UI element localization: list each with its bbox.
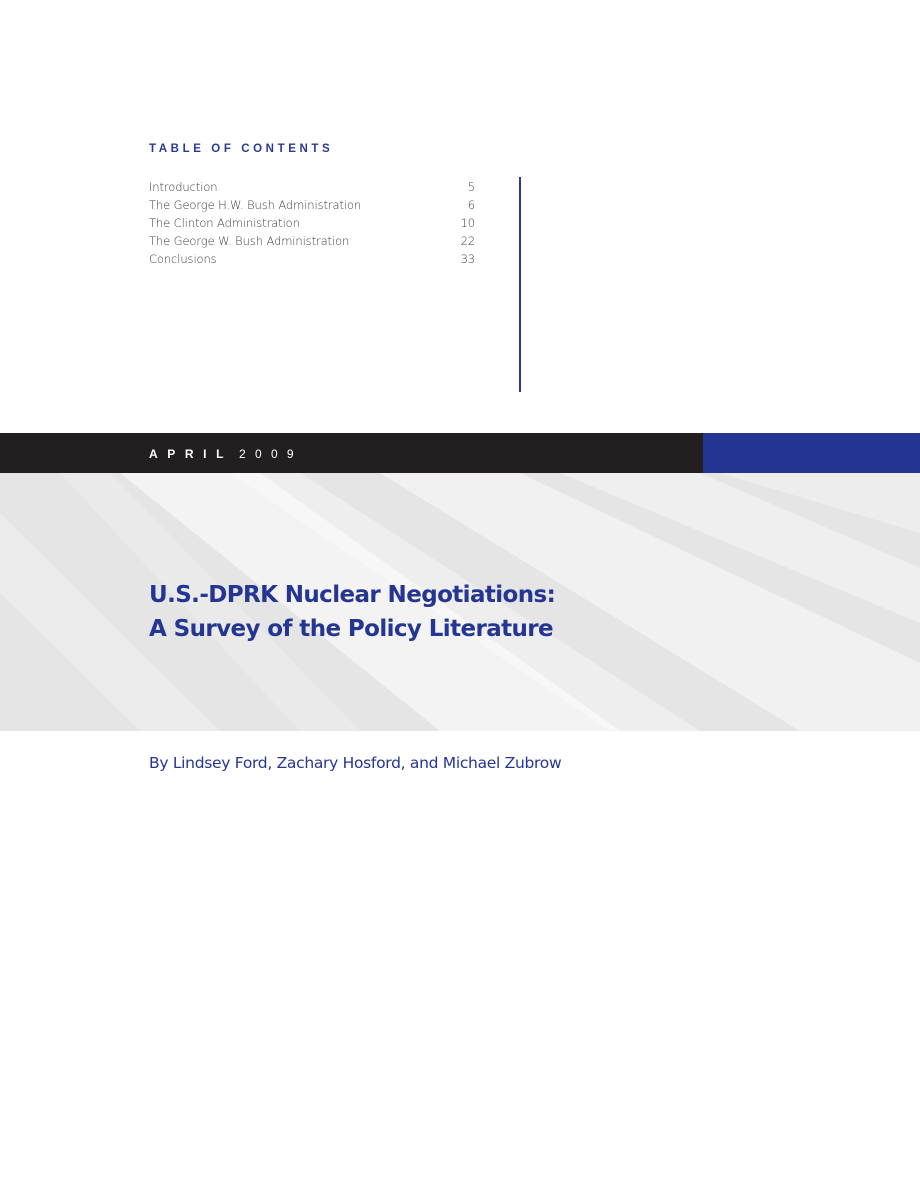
toc-entry-page: 33 xyxy=(460,252,475,266)
toc-entry-title: Conclusions xyxy=(149,252,217,266)
table-of-contents xyxy=(149,178,475,268)
publication-date xyxy=(149,446,303,462)
toc-entry-page: 22 xyxy=(460,234,475,248)
report-title-line-1: U.S.-DPRK Nuclear Negotiations: xyxy=(149,582,556,608)
toc-entry-title: Introduction xyxy=(149,180,218,194)
toc-entry-title: The George W. Bush Administration xyxy=(149,234,350,248)
toc-entry-clinton[interactable] xyxy=(149,214,475,232)
report-title xyxy=(149,578,555,646)
toc-heading: TABLE OF CONTENTS xyxy=(149,143,334,155)
toc-entry-hw-bush[interactable] xyxy=(149,196,475,214)
date-bar xyxy=(0,433,703,473)
toc-entry-introduction[interactable] xyxy=(149,178,475,196)
toc-divider-rule xyxy=(519,177,521,392)
toc-entry-title: The Clinton Administration xyxy=(149,216,300,230)
publication-year: 2009 xyxy=(239,447,303,461)
toc-entry-conclusions[interactable] xyxy=(149,250,475,268)
report-authors: By Lindsey Ford, Zachary Hosford, and Michael Zubrow xyxy=(149,754,562,772)
toc-entry-gw-bush[interactable] xyxy=(149,232,475,250)
toc-entry-page: 10 xyxy=(460,216,475,230)
publication-month: APRIL xyxy=(149,447,233,461)
toc-entry-page: 6 xyxy=(467,198,475,212)
toc-entry-page: 5 xyxy=(467,180,475,194)
date-bar-accent xyxy=(703,433,920,473)
report-title-line-2: A Survey of the Policy Literature xyxy=(149,616,554,642)
toc-entry-title: The George H.W. Bush Administration xyxy=(149,198,362,212)
